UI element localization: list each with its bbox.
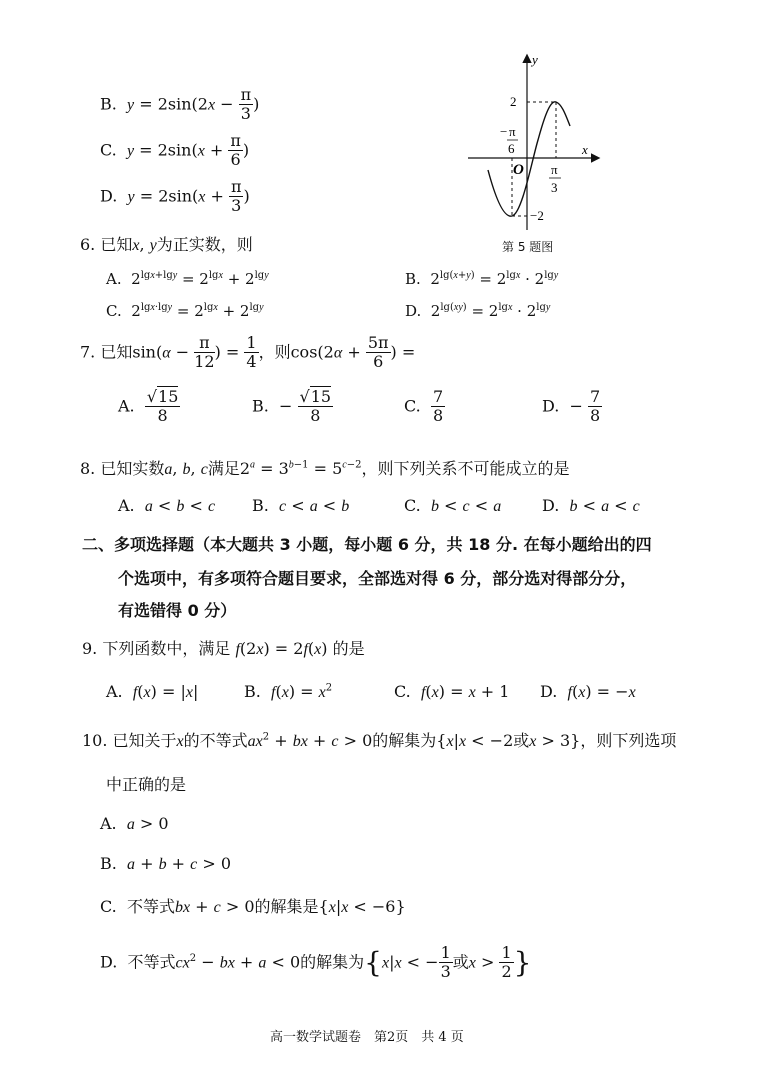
q5-option-c: C. y = 2sin(x + $\frac{\pi}{6}$ ) [100, 131, 250, 170]
q10-option-d: D. 不等式$cx^2$ − bx + a < 0的解集为{x|x < − $\frac{1}{3}$ 或x > $\frac{1}{2}$ } [100, 943, 532, 982]
q8-stem: 8. 已知实数a, b, c满足$2^a = 3^{b-1} = 5^{c-2}$，则下列关系不可能成立的是 [80, 459, 570, 478]
svg-text:π: π [509, 124, 516, 139]
figure5-y-label: y [532, 52, 538, 67]
section2-line2: 个选项中，有多项符合题目要求，全部选对得 6 分，部分选对得部分分， [118, 569, 637, 588]
q6-option-d: D. $2^{lg(xy)} = 2^{lgx} \cdot 2^{lgy}$ [405, 302, 551, 320]
q7-option-c: C. $\frac{7}{8}$ [404, 387, 444, 426]
svg-text:6: 6 [508, 141, 515, 156]
q9-option-b: B. $f(x) = x^2$ [244, 682, 333, 701]
q8-option-a: A. a < b < c [118, 496, 216, 515]
q7-option-a: A. $\frac{√15}{8}$ [118, 387, 179, 426]
q7-option-d: D. − $\frac{7}{8}$ [542, 387, 601, 426]
q8-option-d: D. b < a < c [542, 496, 640, 515]
section2-line1: 二、多项选择题（本大题共 3 小题，每小题 6 分，共 18 分. 在每小题给出的四 [82, 535, 652, 554]
figure5-x-label: x [582, 142, 588, 157]
q8-option-b: B. c < a < b [252, 496, 350, 515]
q7-stem: 7. 已知sin(α − $\frac{\pi}{12}$ ) = $\frac{1}{4}$ ，则cos(2α + $\frac{5\pi}{6}$ ) = [80, 333, 416, 372]
q6-option-b: B. $2^{lg(x+y)} = 2^{lgx} \cdot 2^{lgy}$ [405, 270, 559, 288]
q9-option-c: C. f(x) = x + 1 [394, 682, 510, 701]
q5-option-b: B. y = 2sin(2x − $\frac{\pi}{3}$ ) [100, 85, 260, 124]
figure5-min-label: −2 [530, 208, 544, 223]
q5-option-d: D. y = 2sin(x + $\frac{\pi}{3}$ ) [100, 177, 250, 216]
q10-option-b: B. a + b + c > 0 [100, 854, 232, 873]
q9-stem: 9. 下列函数中，满足 f(2x) = 2f(x) 的是 [82, 639, 365, 658]
q6-stem: 6. 已知x, y为正实数，则 [80, 235, 253, 254]
q10-stem-line1: 10. 已知关于x的不等式$ax^2$ + bx + c > 0的解集为{x|x < −2或x > 3}，则下列选项 [82, 731, 677, 750]
q10-option-c: C. 不等式bx + c > 0的解集是{x|x < −6} [100, 897, 406, 916]
figure5-max-label: 2 [510, 94, 517, 109]
svg-text:−: − [500, 124, 508, 139]
figure5-caption: 第 5 题图 [502, 240, 554, 254]
section2-line3: 有选错得 0 分） [118, 601, 237, 620]
svg-text:π: π [551, 162, 558, 177]
svg-text:3: 3 [551, 180, 558, 195]
q10-stem-line2: 中正确的是 [106, 775, 187, 794]
q6-option-c: C. $2^{lgx\cdot lgy} = 2^{lgx} + 2^{lgy}$ [106, 302, 264, 320]
figure5-origin-label: O [513, 162, 524, 178]
q9-option-d: D. f(x) = −x [540, 682, 636, 701]
q6-option-a: A. $2^{lgx+lgy} = 2^{lgx} + 2^{lgy}$ [106, 270, 269, 288]
q10-option-a: A. a > 0 [100, 814, 169, 833]
q8-option-c: C. b < c < a [404, 496, 502, 515]
page-footer: 高一数学试题卷 第2页 共 4 页 [270, 1030, 464, 1045]
q7-option-b: B. − $\frac{√15}{8}$ [252, 387, 332, 426]
figure5-graph [460, 50, 610, 235]
q9-option-a: A. f(x) = |x| [106, 682, 199, 701]
